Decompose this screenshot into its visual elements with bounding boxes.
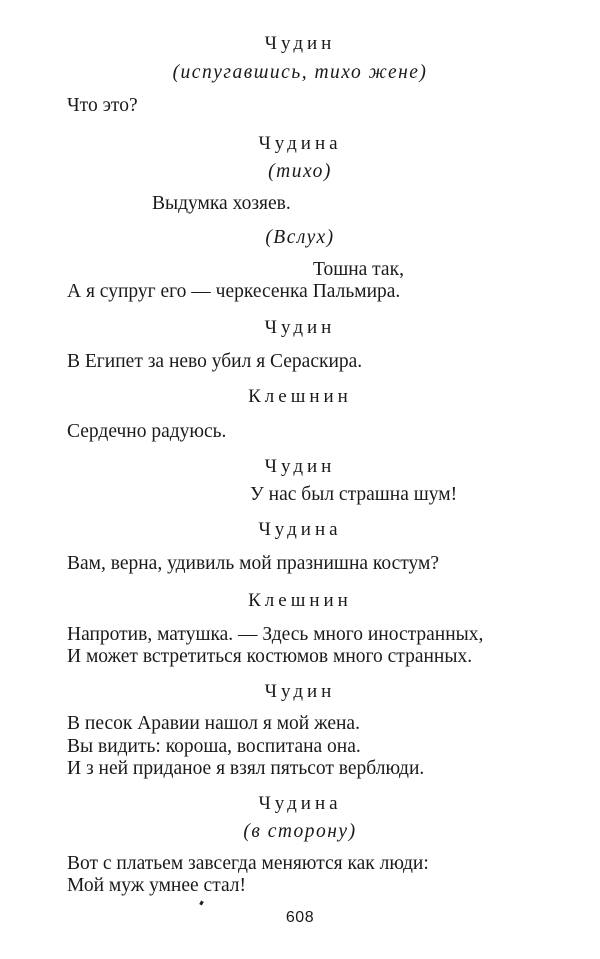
speaker-name: Чудин [264,456,336,477]
verse-line: Тошна так, [313,259,404,280]
ink-mark [199,901,204,906]
speaker-name: Чудин [264,33,336,54]
speaker-name: Чудина [258,519,342,540]
stage-direction: (испугавшись, тихо жене) [172,62,428,83]
speaker-name: Чудина [258,133,342,154]
verse-line: Что это? [67,95,138,116]
verse-line: В Египет за нево убил я Сераскира. [67,351,363,372]
speaker-name: Чудин [264,681,336,702]
verse-line: Вот с платьем завсегда меняются как люди: [67,853,429,874]
verse-line: Напротив, матушка. — Здесь много иностранных, [67,624,484,645]
stage-direction: (тихо) [268,161,332,182]
verse-line: Вам, верна, удивиль мой празнишна костум? [67,553,440,574]
verse-line: В песок Аравии нашол я мой жена. [67,713,360,734]
speaker-name: Чудина [258,793,342,814]
verse-line: У нас был страшна шум! [250,484,458,505]
stage-direction: (в сторону) [243,821,357,842]
verse-line: Сердечно радуюсь. [67,421,227,442]
speaker-name: Клешнин [248,590,352,611]
verse-line: И может встретиться костюмов много странных. [67,646,473,667]
verse-line: И з ней приданое я взял пятьсот верблюди. [67,758,425,779]
stage-direction: (Вслух) [265,227,335,248]
verse-line: Мой муж умнее стал! [67,875,247,896]
page-number: 608 [285,909,315,926]
verse-line: А я супруг его — черкесенка Пальмира. [67,281,401,302]
speaker-name: Чудин [264,317,336,338]
verse-line: Выдумка хозяев. [152,193,291,214]
verse-line: Вы видить: короша, воспитана она. [67,736,361,757]
speaker-name: Клешнин [248,386,352,407]
